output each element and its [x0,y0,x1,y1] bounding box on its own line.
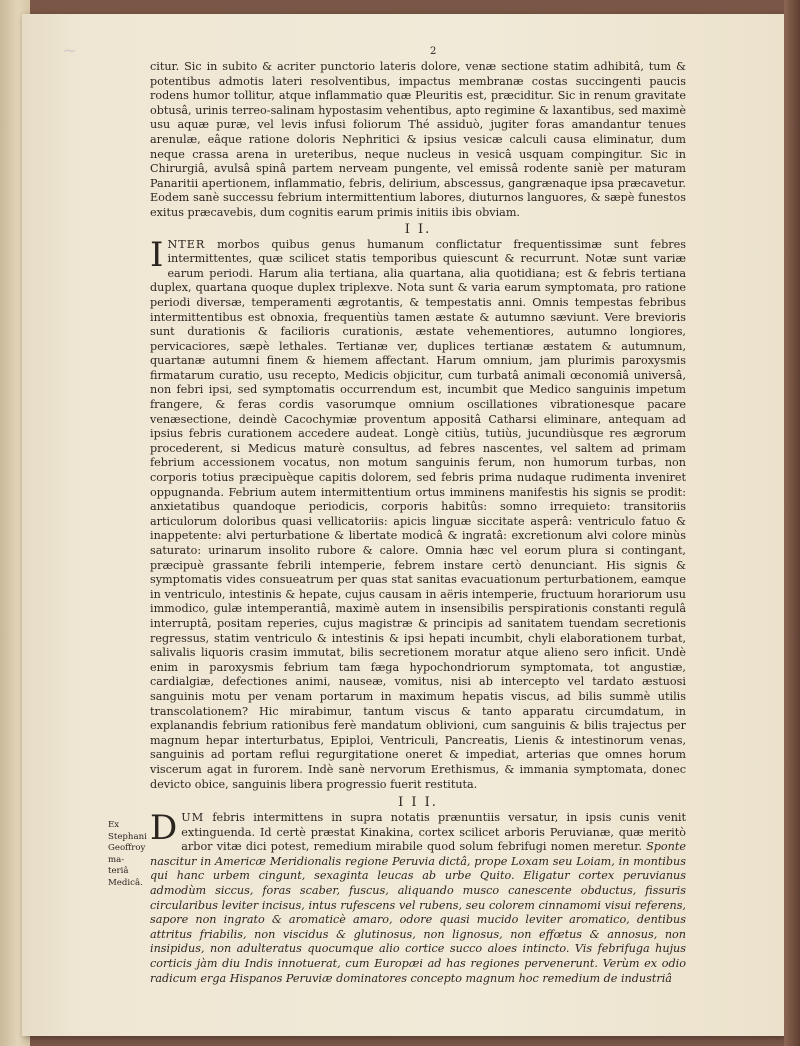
margin-note-line: Geoffroy ma- [108,843,146,865]
section-ii-body: morbos quibus genus humanum conflictatur frequentissimæ sunt febres intermittentes, quæ scilicet statis temporibus quiescunt & recurrunt. Notæ sunt variæ earum periodi. Harum alia tertiana, alia quartana, alia quotidiana; est & febris tertiana duplex, quartana quoque duplex triplexve. Nota sunt & varia earum symptomata, pro ratione periodi diversæ, temperamenti ægrotantis, & tempestatis anni. Omnis tempestas febribus intermittentibus est obnoxia, frequentiùs tamen æstate & autumno sæviunt. Vere brevioris sunt durationis & facilioris curationis, æstate vehementiores, autumno longiores, pervicaciores, sæpè lethales. Tertianæ ver, duplices tertianæ æstatem & autumnum, quartanæ autumni finem & hiemem affectant. Harum omnium, jam plurimis paroxysmis firmatarum curatio, usu recepto, Medicis objicitur, cum turbatâ animali œconomiâ universâ, non febri ipsi, sed symptomatis occurrendum est, incumbit que Medico sanguinis impetum frangere, & feras cordis vasorumque omnium oscillationes vibrationesque pacare venæsectione, deindè Cacochymiæ proventum appositâ Catharsi eliminare, antequam ad ipsius febris curationem accedere audeat. Longè citiùs, tutiùs, jucundiùsque res ægrorum procederent, si Medicus maturè consultus, ad febres nascentes, vel saltem ad primam febrium accessionem vocatus, non motum sanguinis ferum, non humorum turbas, non corporis totius præcipuèque capitis dolorem, sed febris prima nudaque rudimenta inveniret oppugnanda. Febrium autem intermittentium ortus imminens manifestis his signis se prodit: anxietatibus quandoque periodicis, corporis habitûs: somno irrequieto: transitoriis articulorum doloribus quasi vellicatoriis: apicis linguæ siccitate asperâ: ventriculo fatuo & inappetente: alvi perturbatione & libertate modicâ & ingratâ: excretionum alvi colore minùs saturato: urinarum insolito rubore & calore. Omnia hæc vel eorum plura si contingant, præcipuè grassante febrili intemperie, febrem instare certò denunciant. His signis & symptomatis vides consueatrum per quas stat sanitas evacuationum perturbationem, eamque in ventriculo, intestinis & hepate, cujus causam in aëris intemperie, fructuum horariorum usu immodico, gulæ intemperantiâ, maximè autem in insensibilis perspirationis constanti regulâ interruptâ, positam reperies, cujus magistræ & principis ad sanitatem tuendam secretionis regressus, statim ventriculo & intestinis & ipsi hepati incumbit, chyli elaborationem turbat, salivalis liquoris crasim immutat, bilis secretionem moratur atque alieno sero inficit. Undè enim in paroxysmis febrium tam fæga hypochondriorum symptomata, tot angustiæ, cardialgiæ, defectiones animi, nauseæ, vomitus, nisi ab intercepto vel tardato æstuosi sanguinis motu per venam portarum in maximum hepatis viscus, ad bilis summè utilis transcolationem? Hic mirabimur, tantum viscus & tanto apparatu circumdatum, in explanandis febrium rationibus ferè mandatum oblivioni, cum sanguinis & bilis trajectus per magnum hepar interturbatus, Epiploi, Ventriculi, Pancreatis, Lienis & intestinorum venas, sanguinis ad portam reflui regurgitatione oneret & impediat, arterias que omnes horum viscerum agat in furorem. Indè sanè nervorum Erethismus, & immania symptomata, donec devicto obice, sanguinis libera progressio fuerit restituta. [150,237,686,791]
margin-note-line: Ex Stephani [108,820,147,842]
dropcap-d: D [150,808,178,849]
binding-edge [784,0,800,1046]
dropcap-i: I [150,234,164,275]
faded-stamp-mark: ~ [62,40,78,61]
margin-note-line: teriâ Medicâ. [108,866,143,888]
section-heading-ii: I I. [404,221,432,237]
page-number: 2 [430,46,437,57]
lead-word-nter: NTER [167,237,206,251]
section-heading-iii: I I I. [398,795,438,811]
lead-word-um: UM [181,811,205,825]
page-text [150,48,686,986]
section-ii-paragraph [150,234,686,793]
section-iii-body: febris intermittens in supra notatis prænuntiis versatur, in ipsis cunis venit extinguenda. Id certè præstat Kinakina, cortex scilicet arboris Peruvianæ, quæ meritò arbor vitæ dici potest, remedium mirabile quod solum febrifugi nomen meretur. [181,811,686,854]
margin-note [108,820,156,890]
section-iii-italic-body: Sponte nascitur in Americæ Meridionalis regione Peruvia dictâ, prope Loxam seu Loiam, in montibus qui hanc urbem cingunt, sexaginta leucas ab urbe Quito. Eligatur cortex peruvianus admodùm siccus, foras scaber, fuscus, aliquando musco canescente obductus, fissuris circularibus leviter incisus, intus rufescens vel rubens, seu colorem cinnamomi visui referens, sapore non ingrato & aromaticè amaro, odore quasi mucido leviter aromatico, dentibus attritus friabilis, non viscidus & glutinosus, non lignosus, non effœtus & annosus, non insipidus, non adulteratus quocumque alio cortice succo aloes intincto. Vis febrifuga hujus corticis jàm diu Indis innotuerat, cum Europæi ad has regiones pervenerunt. Verùm ex odio radicum erga Hispanos Peruviæ dominatores concepto magnum hoc remedium de industriâ [150,840,686,985]
intro-paragraph: citur. Sic in subito & acriter punctorio lateris dolore, venæ sectione statim adhibitâ, tum & potentibus admotis lateri resolventibus, impactus membranæ costas succingenti paucis rodens humor tollitur, atque inflammatio quæ Pleuritis est, præciditur. Sic in renum gravitate obtusâ, urinis terreo-salinam hypostasim vehentibus, apto regimine & laxantibus, sed maximè usu aquæ puræ, vel levis infusi foliorum Thé assiduò, jugiter foras amandantur tenues arenulæ, eâque ratione doloris Nephritici & ipsius vesicæ calculi causa eliminatur, dum neque crassa arena in ureteribus, neque nucleus in vesicâ usquam compingitur. Sic in Chirurgiâ, avulsâ spinâ partem nerveam pungente, vel emissâ rodente saniè per maturam Panaritii apertionem, inflammatio, febris, delirium, abscessus, gangrænaque ipsa præcavetur. Eodem sanè successu febrium intermittentium labores, diuturnos languores, & sæpè funestos exitus præcavebis, dum cognitis earum primis initiis ibis obviam. [150,60,686,219]
section-iii-paragraph [150,808,686,986]
